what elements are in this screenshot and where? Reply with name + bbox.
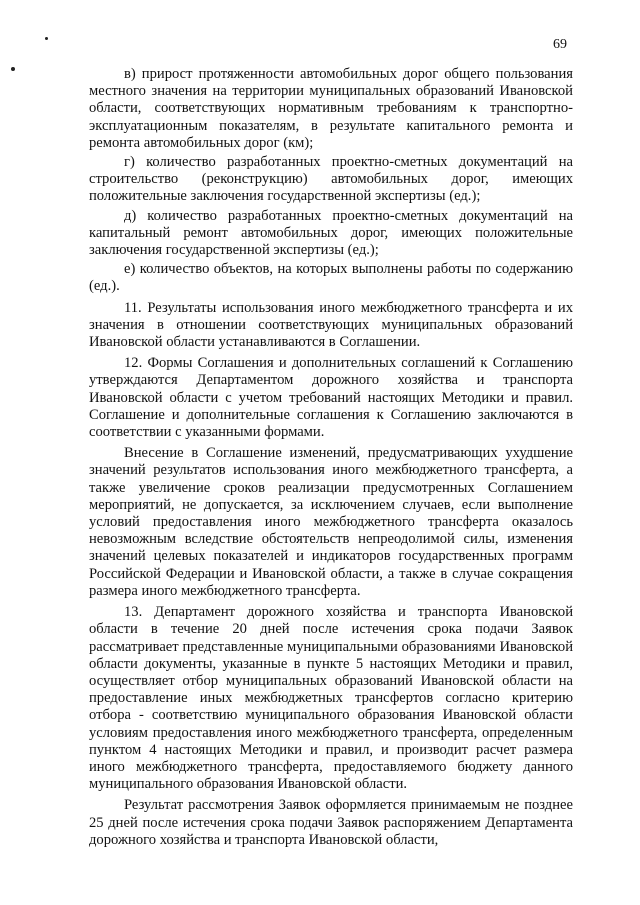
document-body bbox=[89, 66, 573, 849]
paragraph-item-g: г) количество разработанных проектно-сметных документаций на строительство (реконструкцию) автомобильных дорог, имеющих положительные заключения государственной экспертизы (ед.); bbox=[89, 154, 573, 205]
paragraph-amendments: Внесение в Соглашение изменений, предусматривающих ухудшение значений результатов использования иного межбюджетного трансферта, а также увеличение сроков реализации предусмотренных Соглашением мероприятий, не допускается, за исключением случаев, если выполнение условий предоставления иного межбюджетного трансферта оказалось невозможным вследствие обстоятельств непреодолимой силы, изменения значений целевых показателей и индикаторов государственных программ Российской Федерации и Ивановской области, а также в случае сокращения размера иного межбюджетного трансферта. bbox=[89, 445, 573, 599]
scan-speck bbox=[45, 37, 48, 40]
paragraph-clause-11: 11. Результаты использования иного межбюджетного трансферта и их значения в отношении соответствующих муниципальных образований Ивановской области устанавливаются в Соглашении. bbox=[89, 299, 573, 351]
paragraph-item-e: е) количество объектов, на которых выполнены работы по содержанию (ед.). bbox=[89, 261, 573, 295]
paragraph-item-v: в) прирост протяженности автомобильных дорог общего пользования местного значения на территории муниципальных образований Ивановской области, соответствующих нормативным требованиям к транспортно-эксплуатационным показателям, в результате капитального ремонта и ремонта автомобильных дорог (км); bbox=[89, 66, 573, 151]
scan-speck bbox=[11, 67, 15, 71]
paragraph-result: Результат рассмотрения Заявок оформляется принимаемым не позднее 25 дней после истечения срока подачи Заявок распоряжением Департамента дорожного хозяйства и транспорта Ивановской области, bbox=[89, 797, 573, 848]
paragraph-item-d: д) количество разработанных проектно-сметных документаций на капитальный ремонт автомобильных дорог, имеющих положительные заключения государственной экспертизы (ед.); bbox=[89, 207, 573, 259]
paragraph-clause-13: 13. Департамент дорожного хозяйства и транспорта Ивановской области в течение 20 дней после истечения срока подачи Заявок рассматривает представленные муниципальными образованиями Ивановской области документы, указанные в пункте 5 настоящих Методики и правил, осуществляет отбор муниципальных образований Ивановской области на предоставление иных межбюджетных трансфертов согласно критерию отбора - соответствию муниципального образования Ивановской области условиям предоставления иного межбюджетного трансферта, определенным пунктом 4 настоящих Методики и правил, и производит расчет размера иного межбюджетного трансферта, предоставляемого бюджету данного муниципального образования Ивановской области. bbox=[89, 604, 573, 793]
paragraph-clause-12: 12. Формы Соглашения и дополнительных соглашений к Соглашению утверждаются Департаментом дорожного хозяйства и транспорта Ивановской области с учетом требований настоящих Методики и правил. Соглашение и дополнительные соглашения к Соглашению заключаются в соответствии с указанными формами. bbox=[89, 355, 573, 441]
page-number: 69 bbox=[553, 37, 567, 52]
